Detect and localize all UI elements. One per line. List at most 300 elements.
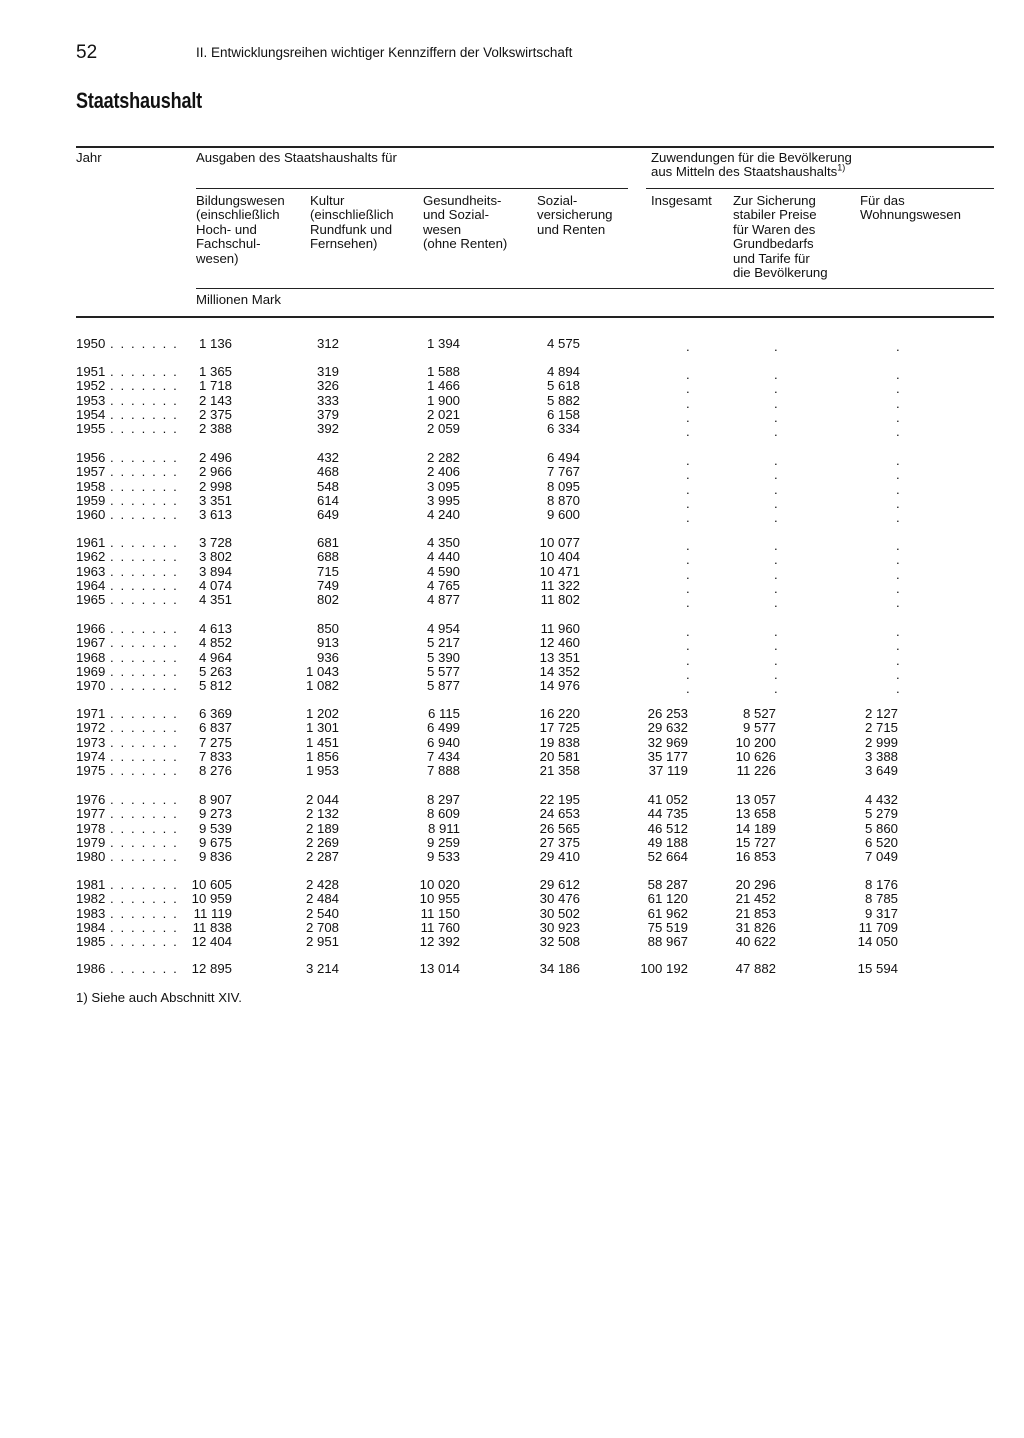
cell-health: 6 115 — [427, 706, 460, 721]
cell-total: 46 512 — [647, 820, 688, 836]
table-row — [0, 406, 1024, 425]
cell-health: 6 940 — [426, 734, 460, 750]
cell-culture: 2 951 — [305, 934, 339, 949]
table-row — [0, 907, 1024, 921]
cell-health: 3 995 — [426, 492, 460, 508]
cell-social: 4 894 — [546, 364, 580, 379]
cell-culture: 802 — [316, 592, 339, 607]
cell-health: 2 059 — [426, 421, 460, 436]
cell-education: 12 404 — [191, 934, 232, 949]
cell-culture: 1 202 — [305, 706, 339, 721]
cell-social: 14 976 — [539, 678, 580, 693]
cell-education: 11 119 — [193, 905, 232, 921]
cell-year: 1966 — [76, 621, 106, 636]
cell-total: . — [686, 409, 690, 425]
leader-dots: . . . . . . . — [110, 849, 179, 864]
cell-total: 32 969 — [647, 734, 688, 750]
cell-year: 1960 — [76, 507, 106, 522]
cell-education: 2 143 — [198, 392, 232, 408]
cell-culture: 548 — [316, 478, 339, 494]
cell-prices: . — [774, 510, 778, 525]
cell-culture: 392 — [316, 421, 339, 436]
leader-dots: . . . . . . . — [110, 820, 179, 836]
table-row — [0, 592, 1024, 610]
cell-total: 37 119 — [648, 763, 688, 778]
cell-health: 11 150 — [420, 905, 460, 921]
cell-culture: 649 — [316, 507, 339, 522]
cell-culture: 850 — [316, 621, 339, 636]
cell-health: 9 533 — [426, 849, 460, 864]
cell-social: 11 322 — [540, 577, 580, 593]
cell-culture: 681 — [316, 535, 339, 550]
cell-social: 6 494 — [546, 450, 580, 465]
cell-social: 6 158 — [546, 406, 580, 422]
cell-culture: 913 — [316, 635, 339, 651]
cell-total: 61 962 — [647, 905, 688, 921]
cell-social: 19 838 — [539, 734, 580, 750]
leader-dots: . . . . . . . — [110, 792, 179, 807]
cell-housing: 6 520 — [864, 834, 898, 850]
cell-year: 1973 — [76, 734, 106, 750]
cell-social: 10 471 — [539, 563, 580, 579]
cell-housing: . — [896, 424, 900, 439]
cell-prices: 9 577 — [742, 720, 776, 736]
cell-culture: 2 708 — [305, 919, 339, 935]
leader-dots: . . . . . . . — [110, 706, 179, 721]
cell-prices: . — [774, 395, 778, 411]
cell-health: 8 911 — [427, 820, 460, 836]
cell-culture: 1 953 — [305, 763, 339, 778]
table-row — [0, 750, 1024, 764]
cell-social: 30 502 — [539, 905, 580, 921]
cell-prices: . — [774, 652, 778, 668]
cell-prices: 11 226 — [736, 763, 776, 778]
cell-housing: . — [896, 566, 900, 582]
leader-dots: . . . . . . . — [110, 492, 179, 508]
cell-year: 1980 — [76, 849, 106, 864]
cell-prices: 8 527 — [742, 706, 776, 721]
cell-year: 1955 — [76, 421, 106, 436]
cell-total: . — [686, 510, 690, 525]
cell-total: 26 253 — [647, 706, 688, 721]
cell-health: 2 021 — [426, 406, 460, 422]
cell-year: 1961 — [76, 535, 106, 550]
cell-housing: . — [896, 510, 900, 525]
cell-housing: . — [896, 595, 900, 610]
cell-year: 1971 — [76, 706, 106, 721]
header-year: Jahr — [76, 150, 102, 165]
cell-culture: 2 269 — [305, 834, 339, 850]
cell-culture: 1 856 — [305, 748, 339, 764]
cell-prices: . — [774, 381, 778, 397]
cell-education: 1 136 — [198, 336, 232, 351]
leader-dots: . . . . . . . — [110, 621, 179, 636]
cell-prices: . — [774, 638, 778, 654]
cell-social: 29 410 — [539, 849, 580, 864]
leader-dots: . . . . . . . — [110, 806, 179, 822]
cell-prices: 13 658 — [735, 806, 776, 822]
cell-education: 2 966 — [198, 464, 232, 480]
table-row — [0, 663, 1024, 682]
cell-prices: . — [774, 666, 778, 682]
cell-year: 1979 — [76, 834, 106, 850]
cell-culture: 432 — [316, 450, 339, 465]
leader-dots: . . . . . . . — [110, 877, 179, 892]
cell-year: 1958 — [76, 478, 106, 494]
cell-health: 11 760 — [420, 919, 460, 935]
cell-education: 9 836 — [198, 849, 232, 864]
cell-health: 5 577 — [426, 663, 460, 679]
cell-health: 5 877 — [426, 678, 460, 693]
cell-culture: 749 — [316, 577, 339, 593]
cell-prices: 40 622 — [735, 934, 776, 949]
cell-housing: 11 709 — [858, 919, 898, 935]
cell-prices: . — [774, 681, 778, 696]
cell-prices: . — [774, 367, 778, 382]
cell-culture: 319 — [316, 364, 339, 379]
cell-prices: 20 296 — [735, 877, 776, 892]
cell-education: 3 802 — [198, 549, 232, 565]
table-row — [0, 392, 1024, 411]
cell-education: 3 894 — [198, 563, 232, 579]
leader-dots: . . . . . . . — [110, 421, 179, 436]
cell-housing: . — [896, 481, 900, 497]
cell-year: 1976 — [76, 792, 106, 807]
table-row — [0, 935, 1024, 949]
running-head: II. Entwicklungsreihen wichtiger Kennziffern der Volkswirtschaft — [196, 45, 573, 60]
leader-dots: . . . . . . . — [110, 919, 179, 935]
cell-social: 7 767 — [546, 464, 580, 480]
leader-dots: . . . . . . . — [110, 478, 179, 494]
cell-education: 6 369 — [198, 706, 232, 721]
cell-health: 4 240 — [426, 507, 460, 522]
cell-prices: . — [774, 467, 778, 483]
cell-culture: 2 044 — [305, 792, 339, 807]
cell-health: 9 259 — [426, 834, 460, 850]
leader-dots: . . . . . . . — [110, 549, 179, 565]
cell-housing: . — [896, 638, 900, 654]
cell-total: . — [686, 495, 690, 511]
table-row — [0, 635, 1024, 654]
header-col-culture: Kultur (einschließlich Rundfunk und Fernsehen) — [310, 193, 394, 252]
cell-social: 16 220 — [539, 706, 580, 721]
cell-housing: . — [896, 538, 900, 553]
cell-housing: 2 999 — [864, 734, 898, 750]
cell-total: 35 177 — [647, 748, 688, 764]
leader-dots: . . . . . . . — [110, 905, 179, 921]
cell-social: 29 612 — [539, 877, 580, 892]
leader-dots: . . . . . . . — [110, 891, 179, 907]
cell-prices: 10 200 — [735, 734, 776, 750]
cell-health: 4 350 — [426, 535, 460, 550]
cell-culture: 614 — [316, 492, 339, 508]
table-row — [0, 921, 1024, 935]
table-top-rule — [76, 146, 994, 148]
cell-year: 1984 — [76, 919, 106, 935]
table-row — [0, 850, 1024, 864]
table-row — [0, 822, 1024, 836]
table-row — [0, 378, 1024, 397]
cell-education: 3 351 — [198, 492, 232, 508]
cell-prices: . — [774, 424, 778, 439]
cell-prices: 16 853 — [735, 849, 776, 864]
cell-culture: 936 — [316, 649, 339, 665]
cell-social: 26 565 — [539, 820, 580, 836]
leader-dots: . . . . . . . — [110, 748, 179, 764]
cell-total: . — [686, 381, 690, 397]
cell-total: 58 287 — [647, 877, 688, 892]
cell-education: 6 837 — [198, 720, 232, 736]
header-col-total: Insgesamt — [651, 193, 712, 208]
cell-year: 1967 — [76, 635, 106, 651]
leader-dots: . . . . . . . — [110, 834, 179, 850]
cell-health: 2 282 — [426, 450, 460, 465]
cell-total: 49 188 — [647, 834, 688, 850]
table-row — [0, 678, 1024, 696]
cell-prices: 10 626 — [735, 748, 776, 764]
cell-education: 2 998 — [198, 478, 232, 494]
cell-social: 10 077 — [539, 535, 580, 550]
cell-year: 1956 — [76, 450, 106, 465]
cell-social: 11 960 — [540, 621, 580, 636]
cell-culture: 312 — [316, 336, 339, 351]
table-row — [0, 736, 1024, 750]
table-row — [0, 336, 1024, 354]
cell-prices: . — [774, 566, 778, 582]
cell-health: 7 888 — [426, 763, 460, 778]
cell-housing: 3 649 — [864, 763, 898, 778]
cell-year: 1975 — [76, 763, 106, 778]
cell-prices: . — [774, 580, 778, 596]
cell-prices: 47 882 — [735, 961, 776, 976]
cell-housing: . — [896, 467, 900, 483]
cell-culture: 468 — [316, 464, 339, 480]
cell-housing: 5 279 — [864, 806, 898, 822]
cell-housing: 15 594 — [857, 961, 898, 976]
cell-year: 1954 — [76, 406, 106, 422]
cell-culture: 379 — [316, 406, 339, 422]
cell-total: . — [686, 467, 690, 483]
cell-housing: 2 715 — [864, 720, 898, 736]
cell-health: 1 588 — [426, 364, 460, 379]
cell-total: 52 664 — [647, 849, 688, 864]
header-bottom-rule — [76, 316, 994, 318]
cell-health: 8 297 — [426, 792, 460, 807]
header-expenditure-group: Ausgaben des Staatshaushalts für — [196, 150, 397, 165]
cell-total: 41 052 — [647, 792, 688, 807]
cell-year: 1957 — [76, 464, 106, 480]
cell-education: 7 833 — [198, 748, 232, 764]
cell-prices: . — [774, 481, 778, 497]
cell-health: 3 095 — [426, 478, 460, 494]
cell-year: 1985 — [76, 934, 106, 949]
cell-year: 1969 — [76, 663, 106, 679]
cell-social: 27 375 — [539, 834, 580, 850]
page-number: 52 — [76, 42, 98, 63]
cell-housing: 2 127 — [864, 706, 898, 721]
cell-prices: . — [774, 552, 778, 568]
table-row — [0, 707, 1024, 721]
cell-culture: 715 — [316, 563, 339, 579]
cell-health: 1 466 — [426, 378, 460, 394]
table-row — [0, 962, 1024, 976]
cell-culture: 2 540 — [305, 905, 339, 921]
cell-culture: 2 189 — [305, 820, 339, 836]
cell-prices: . — [774, 595, 778, 610]
table-row — [0, 577, 1024, 596]
leader-dots: . . . . . . . — [110, 535, 179, 550]
grants-subgroup-rule — [646, 188, 994, 189]
cell-health: 2 406 — [426, 464, 460, 480]
table-row — [0, 549, 1024, 568]
cell-health: 4 954 — [426, 621, 460, 636]
cell-culture: 2 484 — [305, 891, 339, 907]
cell-prices: 15 727 — [735, 834, 776, 850]
cell-year: 1974 — [76, 748, 106, 764]
cell-total: . — [686, 595, 690, 610]
cell-housing: . — [896, 580, 900, 596]
cell-total: . — [686, 624, 690, 639]
leader-dots: . . . . . . . — [110, 406, 179, 422]
cell-year: 1972 — [76, 720, 106, 736]
cell-year: 1981 — [76, 877, 106, 892]
cell-culture: 1 451 — [305, 734, 339, 750]
leader-dots: . . . . . . . — [110, 635, 179, 651]
cell-education: 7 275 — [198, 734, 232, 750]
table-row — [0, 836, 1024, 850]
table-row — [0, 793, 1024, 807]
cell-total: . — [686, 453, 690, 468]
cell-health: 5 390 — [426, 649, 460, 665]
cell-health: 4 590 — [426, 563, 460, 579]
cell-housing: . — [896, 652, 900, 668]
cell-total: . — [686, 424, 690, 439]
cell-housing: . — [896, 367, 900, 382]
cell-year: 1978 — [76, 820, 106, 836]
cell-culture: 1 301 — [305, 720, 339, 736]
cell-housing: . — [896, 666, 900, 682]
header-grants-group — [651, 151, 852, 180]
table-row — [0, 507, 1024, 525]
cell-prices: . — [774, 453, 778, 468]
leader-dots: . . . . . . . — [110, 649, 179, 665]
cell-prices: . — [774, 538, 778, 553]
cell-social: 22 195 — [539, 792, 580, 807]
cell-total: 29 632 — [647, 720, 688, 736]
cell-education: 4 964 — [198, 649, 232, 665]
cell-prices: 13 057 — [735, 792, 776, 807]
cell-education: 4 074 — [198, 577, 232, 593]
cell-prices: . — [774, 339, 778, 354]
cell-total: . — [686, 481, 690, 497]
cell-year: 1970 — [76, 678, 106, 693]
leader-dots: . . . . . . . — [110, 961, 179, 976]
table-row — [0, 892, 1024, 906]
footnote-mark: 1) — [837, 163, 846, 174]
header-col-education: Bildungswesen (einschließlich Hoch- und Fachschul- wesen) — [196, 193, 285, 266]
cell-health: 4 440 — [426, 549, 460, 565]
leader-dots: . . . . . . . — [110, 934, 179, 949]
cell-prices: . — [774, 624, 778, 639]
cell-housing: . — [896, 339, 900, 354]
cell-health: 10 955 — [419, 891, 460, 907]
unit-label: Millionen Mark — [196, 292, 282, 307]
leader-dots: . . . . . . . — [110, 577, 179, 593]
header-col-social: Sozial- versicherung und Renten — [537, 193, 613, 237]
cell-education: 1 365 — [198, 364, 232, 379]
cell-education: 9 273 — [198, 806, 232, 822]
section-title: Staatshaushalt — [76, 88, 203, 113]
table-row — [0, 621, 1024, 639]
cell-social: 5 882 — [546, 392, 580, 408]
cell-education: 9 675 — [198, 834, 232, 850]
cell-year: 1968 — [76, 649, 106, 665]
cell-housing: . — [896, 495, 900, 511]
cell-education: 3 728 — [198, 535, 232, 550]
cell-health: 12 392 — [419, 934, 460, 949]
cell-health: 4 765 — [426, 577, 460, 593]
cell-total: 75 519 — [647, 919, 688, 935]
cell-social: 12 460 — [539, 635, 580, 651]
cell-social: 11 802 — [540, 592, 580, 607]
cell-total: . — [686, 538, 690, 553]
cell-year: 1964 — [76, 577, 106, 593]
cell-housing: 9 317 — [864, 905, 898, 921]
cell-prices: 21 853 — [735, 905, 776, 921]
cell-education: 2 496 — [198, 450, 232, 465]
cell-education: 10 959 — [191, 891, 232, 907]
cell-total: 100 192 — [640, 961, 688, 976]
cell-housing: . — [896, 624, 900, 639]
cell-health: 7 434 — [426, 748, 460, 764]
cell-total: . — [686, 652, 690, 668]
table-row — [0, 421, 1024, 439]
cell-culture: 2 428 — [305, 877, 339, 892]
table-row — [0, 764, 1024, 778]
leader-dots: . . . . . . . — [110, 763, 179, 778]
header-col-prices: Zur Sicherung stabiler Preise für Waren des Grundbedarfs und Tarife für die Bevölkerung — [733, 193, 828, 281]
leader-dots: . . . . . . . — [110, 392, 179, 408]
cell-education: 1 718 — [198, 378, 232, 394]
cell-total: . — [686, 367, 690, 382]
cell-year: 1965 — [76, 592, 106, 607]
cell-total: 88 967 — [647, 934, 688, 949]
cell-year: 1950 — [76, 336, 106, 351]
table-row — [0, 492, 1024, 511]
cell-year: 1959 — [76, 492, 106, 508]
cell-education: 11 838 — [192, 919, 232, 935]
cell-housing: 7 049 — [864, 849, 898, 864]
cell-education: 4 613 — [198, 621, 232, 636]
table-row — [0, 478, 1024, 497]
cell-culture: 333 — [316, 392, 339, 408]
cell-social: 6 334 — [546, 421, 580, 436]
table-row — [0, 464, 1024, 483]
cell-year: 1953 — [76, 392, 106, 408]
cell-housing: . — [896, 552, 900, 568]
cell-social: 17 725 — [539, 720, 580, 736]
cell-total: . — [686, 638, 690, 654]
expenditure-subgroup-rule — [196, 188, 628, 189]
cell-education: 9 539 — [198, 820, 232, 836]
cell-culture: 2 287 — [305, 849, 339, 864]
cell-year: 1982 — [76, 891, 106, 907]
cell-prices: 31 826 — [735, 919, 776, 935]
cell-health: 5 217 — [426, 635, 460, 651]
leader-dots: . . . . . . . — [110, 563, 179, 579]
cell-health: 8 609 — [426, 806, 460, 822]
cell-total: 44 735 — [647, 806, 688, 822]
